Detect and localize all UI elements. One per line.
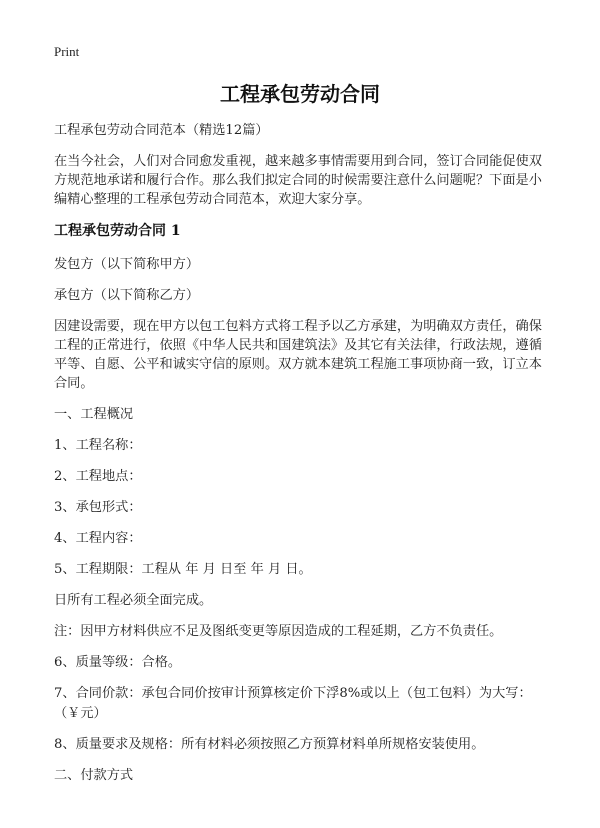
- clause-completion: 日所有工程必须全面完成。: [54, 593, 213, 608]
- party-b-line: 承包方（以下简称乙方）: [54, 288, 200, 303]
- clause-contract-price: 7、合同价款：承包合同价按审计预算核定价下浮8%或以上（包工包料）为大写：（￥元）: [54, 686, 532, 721]
- clause-project-period: 5、工程期限：工程从 年 月 日至 年 月 日。: [54, 562, 312, 577]
- clause-project-content: 4、工程内容：: [54, 531, 142, 546]
- clause-contract-form: 3、承包形式：: [54, 500, 142, 515]
- print-link[interactable]: Print: [54, 44, 80, 59]
- document-body: [54, 121, 554, 797]
- document-title: 工程承包劳动合同: [220, 82, 380, 106]
- document-subtitle: 工程承包劳动合同范本（精选12篇）: [54, 123, 269, 138]
- clause-project-location: 2、工程地点：: [54, 469, 142, 484]
- intro-paragraph: 在当今社会，人们对合同愈发重视，越来越多事情需要用到合同，签订合同能促使双方规范地承诺和履行合作。那么我们拟定合同的时候需要注意什么问题呢？下面是小编精心整理的工程承包劳动合同范本，欢迎大家分享。: [54, 154, 542, 207]
- party-a-line: 发包方（以下简称甲方）: [54, 257, 200, 272]
- clause-quality-grade: 6、质量等级：合格。: [54, 655, 182, 670]
- preamble-paragraph: 因建设需要，现在甲方以包工包料方式将工程予以乙方承建，为明确双方责任，确保工程的正常进行，依照《中华人民共和国建筑法》及其它有关法律，行政法规，遵循平等、自愿、公平和诚实守信的原则。双方就本建筑工程施工事项协商一致，订立本合同。: [54, 319, 542, 391]
- clause-note: 注：因甲方材料供应不足及图纸变更等原因造成的工程延期，乙方不负责任。: [54, 624, 503, 639]
- clause-project-name: 1、工程名称：: [54, 438, 142, 453]
- clause-quality-spec: 8、质量要求及规格：所有材料必须按照乙方预算材料单所规格安装使用。: [54, 737, 485, 752]
- section-heading: 工程承包劳动合同 1: [54, 223, 181, 239]
- clause-heading-payment: 二、付款方式: [54, 768, 134, 783]
- clause-heading-overview: 一、工程概况: [54, 407, 134, 422]
